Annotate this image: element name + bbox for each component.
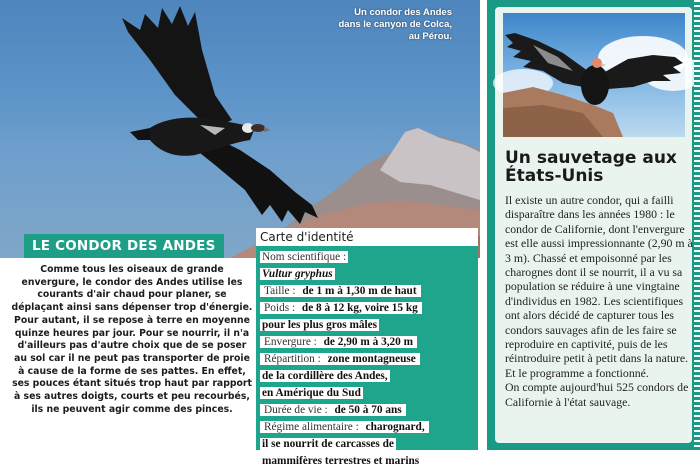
california-condor-photo [503, 13, 685, 137]
card-label: Régime alimentaire : [264, 421, 359, 433]
card-value: il se nourrit de carcasses de [262, 438, 394, 450]
card-label: Durée de vie : [264, 404, 328, 416]
card-label: Taille : [264, 285, 296, 297]
sidebar-inner [495, 7, 692, 443]
card-row-range-cont [260, 383, 478, 400]
card-value: de 8 à 12 kg, voire 15 kg [301, 302, 418, 314]
article-body: Comme tous les oiseaux de grande envergure, le condor des Andes utilise les courants d'air chaud pour planer, se déplaçant ainsi sans dépenser trop d'énergie. Pour autant, il se repose à terre en moyenne quinze heures par jour. Pour se nourrir, il n'a d'ailleurs pas d'autre choix que de se poser au sol car il ne peut pas transporter de proie à cause de la forme de ses pattes. En effet, ses pouces étant situés trop haut par rapport à ses autres doigts, courts et peu recourbés, ils ne peuvent agir comme des pinces. [11, 264, 253, 415]
card-row-scientific-name [260, 247, 478, 264]
card-row-diet-cont [260, 434, 478, 451]
caption-line: au Pérou. [408, 31, 452, 42]
card-row-range [260, 349, 478, 366]
card-row-wingspan [260, 332, 478, 349]
card-label: Répartition : [264, 353, 321, 365]
card-label: Poids : [264, 302, 296, 314]
card-field [260, 336, 417, 348]
card-value: en Amérique du Sud [262, 387, 361, 399]
sidebar-paragraph: Et le programme a fonctionné. [505, 365, 649, 380]
card-row-weight-cont [260, 315, 478, 332]
card-field [260, 285, 421, 297]
card-value: de 50 à 70 ans [334, 404, 402, 416]
card-label: Envergure : [264, 336, 317, 348]
card-field [260, 353, 420, 365]
condor-photo [0, 0, 480, 258]
article-title: LE CONDOR DES ANDES [24, 234, 224, 258]
card-value: pour les plus gros mâles [262, 319, 378, 331]
caption-line: Un condor des Andes [354, 7, 452, 18]
identity-card-title: Carte d'identité [258, 228, 408, 246]
card-row-scientific-value [260, 264, 478, 281]
card-row-weight [260, 298, 478, 315]
card-row-diet [260, 417, 478, 434]
page-edge-decoration [694, 0, 700, 450]
photo-caption [302, 7, 452, 43]
card-value: Vultur gryphus [262, 268, 333, 280]
card-field [260, 421, 429, 433]
card-label: Nom scientifique : [262, 251, 347, 263]
sidebar-paragraph: Il existe un autre condor, qui a failli disparaître dans les années 1980 : le condor de Californie, dont l'envergure est elle aussi impressionnante (2,90 m à 3 m). Chassé et empoisonné par les charognes dont il se nourrit, il a vu sa population se réduire à une vingtaine d'individus en 1982. Les scientifiques ont alors décidé de capturer tous les condors sauvages afin de les faire se reproduire en captivité, puis de les réintroduire petit à petit dans la nature. [505, 193, 693, 366]
card-value: de la cordillère des Andes, [262, 370, 388, 382]
card-value: de 2,90 m à 3,20 m [323, 336, 414, 348]
card-value: charognard, [365, 421, 425, 433]
card-row-lifespan [260, 400, 478, 417]
sidebar-paragraph: On compte aujourd'hui 525 condors de Californie à l'état sauvage. [505, 380, 689, 409]
caption-line: dans le canyon de Colca, [338, 19, 452, 30]
card-row-range-cont [260, 366, 478, 383]
card-field [260, 302, 422, 314]
card-value: zone montagneuse [327, 353, 416, 365]
card-field [260, 404, 406, 416]
sidebar-title: Un sauvetage aux États-Unis [505, 148, 677, 186]
card-row-size [260, 281, 478, 298]
card-value: mammifères terrestres et marins [262, 455, 420, 467]
identity-card-rows [256, 246, 478, 467]
sidebar-body [505, 193, 693, 409]
identity-card [256, 228, 478, 467]
sidebar-panel [487, 0, 700, 450]
card-value: de 1 m à 1,30 m de haut [302, 285, 417, 297]
california-condor-image [503, 13, 685, 137]
card-row-diet-cont [260, 451, 478, 468]
